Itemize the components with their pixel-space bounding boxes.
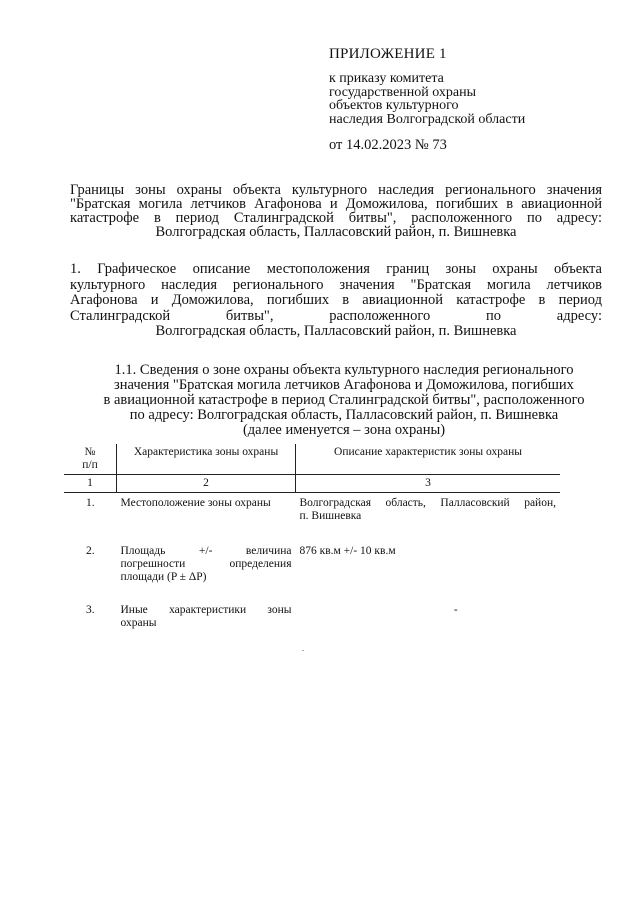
document-title: [70, 183, 602, 239]
order-line: наследия Волгоградской области: [329, 111, 526, 127]
char-line: площади (P ± ΔP): [120, 571, 207, 583]
zone-info-table: [64, 444, 560, 632]
row-description: -: [453, 604, 458, 616]
section-line: Агафонова и Доможилова, погибших в авиационной катастрофе в период: [70, 292, 602, 308]
title-line: Границы зоны охраны объекта культурного наследия регионального значения: [70, 182, 602, 198]
section-line: культурного наследия регионального значения "Братская могила летчиков: [70, 276, 602, 293]
section-line: Волгоградская область, Палласовский район, п. Вишневка: [155, 323, 517, 339]
order-line: к приказу комитета: [329, 71, 444, 86]
table-row: [64, 525, 560, 586]
char-line: Площадь +/- величина: [120, 545, 292, 557]
subsection-line: по адресу: Волгоградская область, Палласовский район, п. Вишневка: [129, 407, 559, 423]
subsection-line: значения "Братская могила летчиков Агафонова и Доможилова, погибших: [114, 377, 574, 393]
desc-line: Волгоградская область, Палласовский район,: [299, 497, 556, 509]
column-number: 1: [64, 475, 117, 493]
title-line: катастрофе в период Сталинградской битвы", расположенного по адресу:: [70, 210, 602, 226]
subsection-line: 1.1. Сведения о зоне охраны объекта культурного наследия регионального: [114, 362, 574, 378]
column-number: 2: [117, 475, 296, 493]
header-number-line: п/п: [82, 459, 98, 471]
table-header-row: [64, 444, 560, 475]
title-line: Волгоградская область, Палласовский район, п. Вишневка: [155, 224, 517, 240]
row-description: 876 кв.м +/- 10 кв.м: [299, 545, 396, 557]
row-characteristic: [117, 525, 296, 586]
row-characteristic: [117, 586, 296, 632]
char-line: Иные характеристики зоны: [120, 604, 292, 616]
section-line: 1. Графическое описание местоположения границ зоны охраны объекта: [70, 261, 602, 277]
header-number-line: №: [84, 446, 96, 458]
title-line: "Братская могила летчиков Агафонова и Доможилова, погибших в авиационной: [70, 196, 602, 212]
order-reference: [329, 72, 525, 126]
scan-speck: [302, 650, 304, 651]
header-characteristic: Характеристика зоны охраны: [117, 444, 296, 475]
section-1-heading: [70, 262, 602, 340]
order-line: государственной охраны: [329, 84, 477, 100]
header-description: Описание характеристик зоны охраны: [296, 444, 561, 475]
desc-line: п. Вишневка: [299, 510, 362, 522]
column-number-row: [64, 475, 560, 493]
subsection-line: (далее именуется – зона охраны): [242, 422, 446, 438]
order-date: от 14.02.2023 № 73: [329, 137, 447, 153]
row-characteristic: Местоположение зоны охраны: [120, 497, 271, 509]
table-row: [64, 586, 560, 632]
row-number: 1.: [85, 497, 95, 509]
row-description: [296, 493, 561, 526]
char-line: охраны: [120, 617, 157, 629]
row-number: 3.: [85, 604, 95, 616]
subsection-line: в авиационной катастрофе в период Сталинградской битвы", расположенного: [103, 392, 585, 408]
order-line: объектов культурного: [329, 98, 459, 113]
subsection-1-1-heading: [78, 363, 610, 438]
header-number: [64, 444, 117, 475]
appendix-heading: ПРИЛОЖЕНИЕ 1: [329, 46, 447, 62]
column-number: 3: [296, 475, 561, 493]
row-number: 2.: [85, 545, 95, 557]
section-line: Сталинградской битвы", расположенного по адресу:: [70, 307, 602, 324]
table-row: [64, 493, 560, 526]
char-line: погрешности определения: [120, 558, 292, 570]
